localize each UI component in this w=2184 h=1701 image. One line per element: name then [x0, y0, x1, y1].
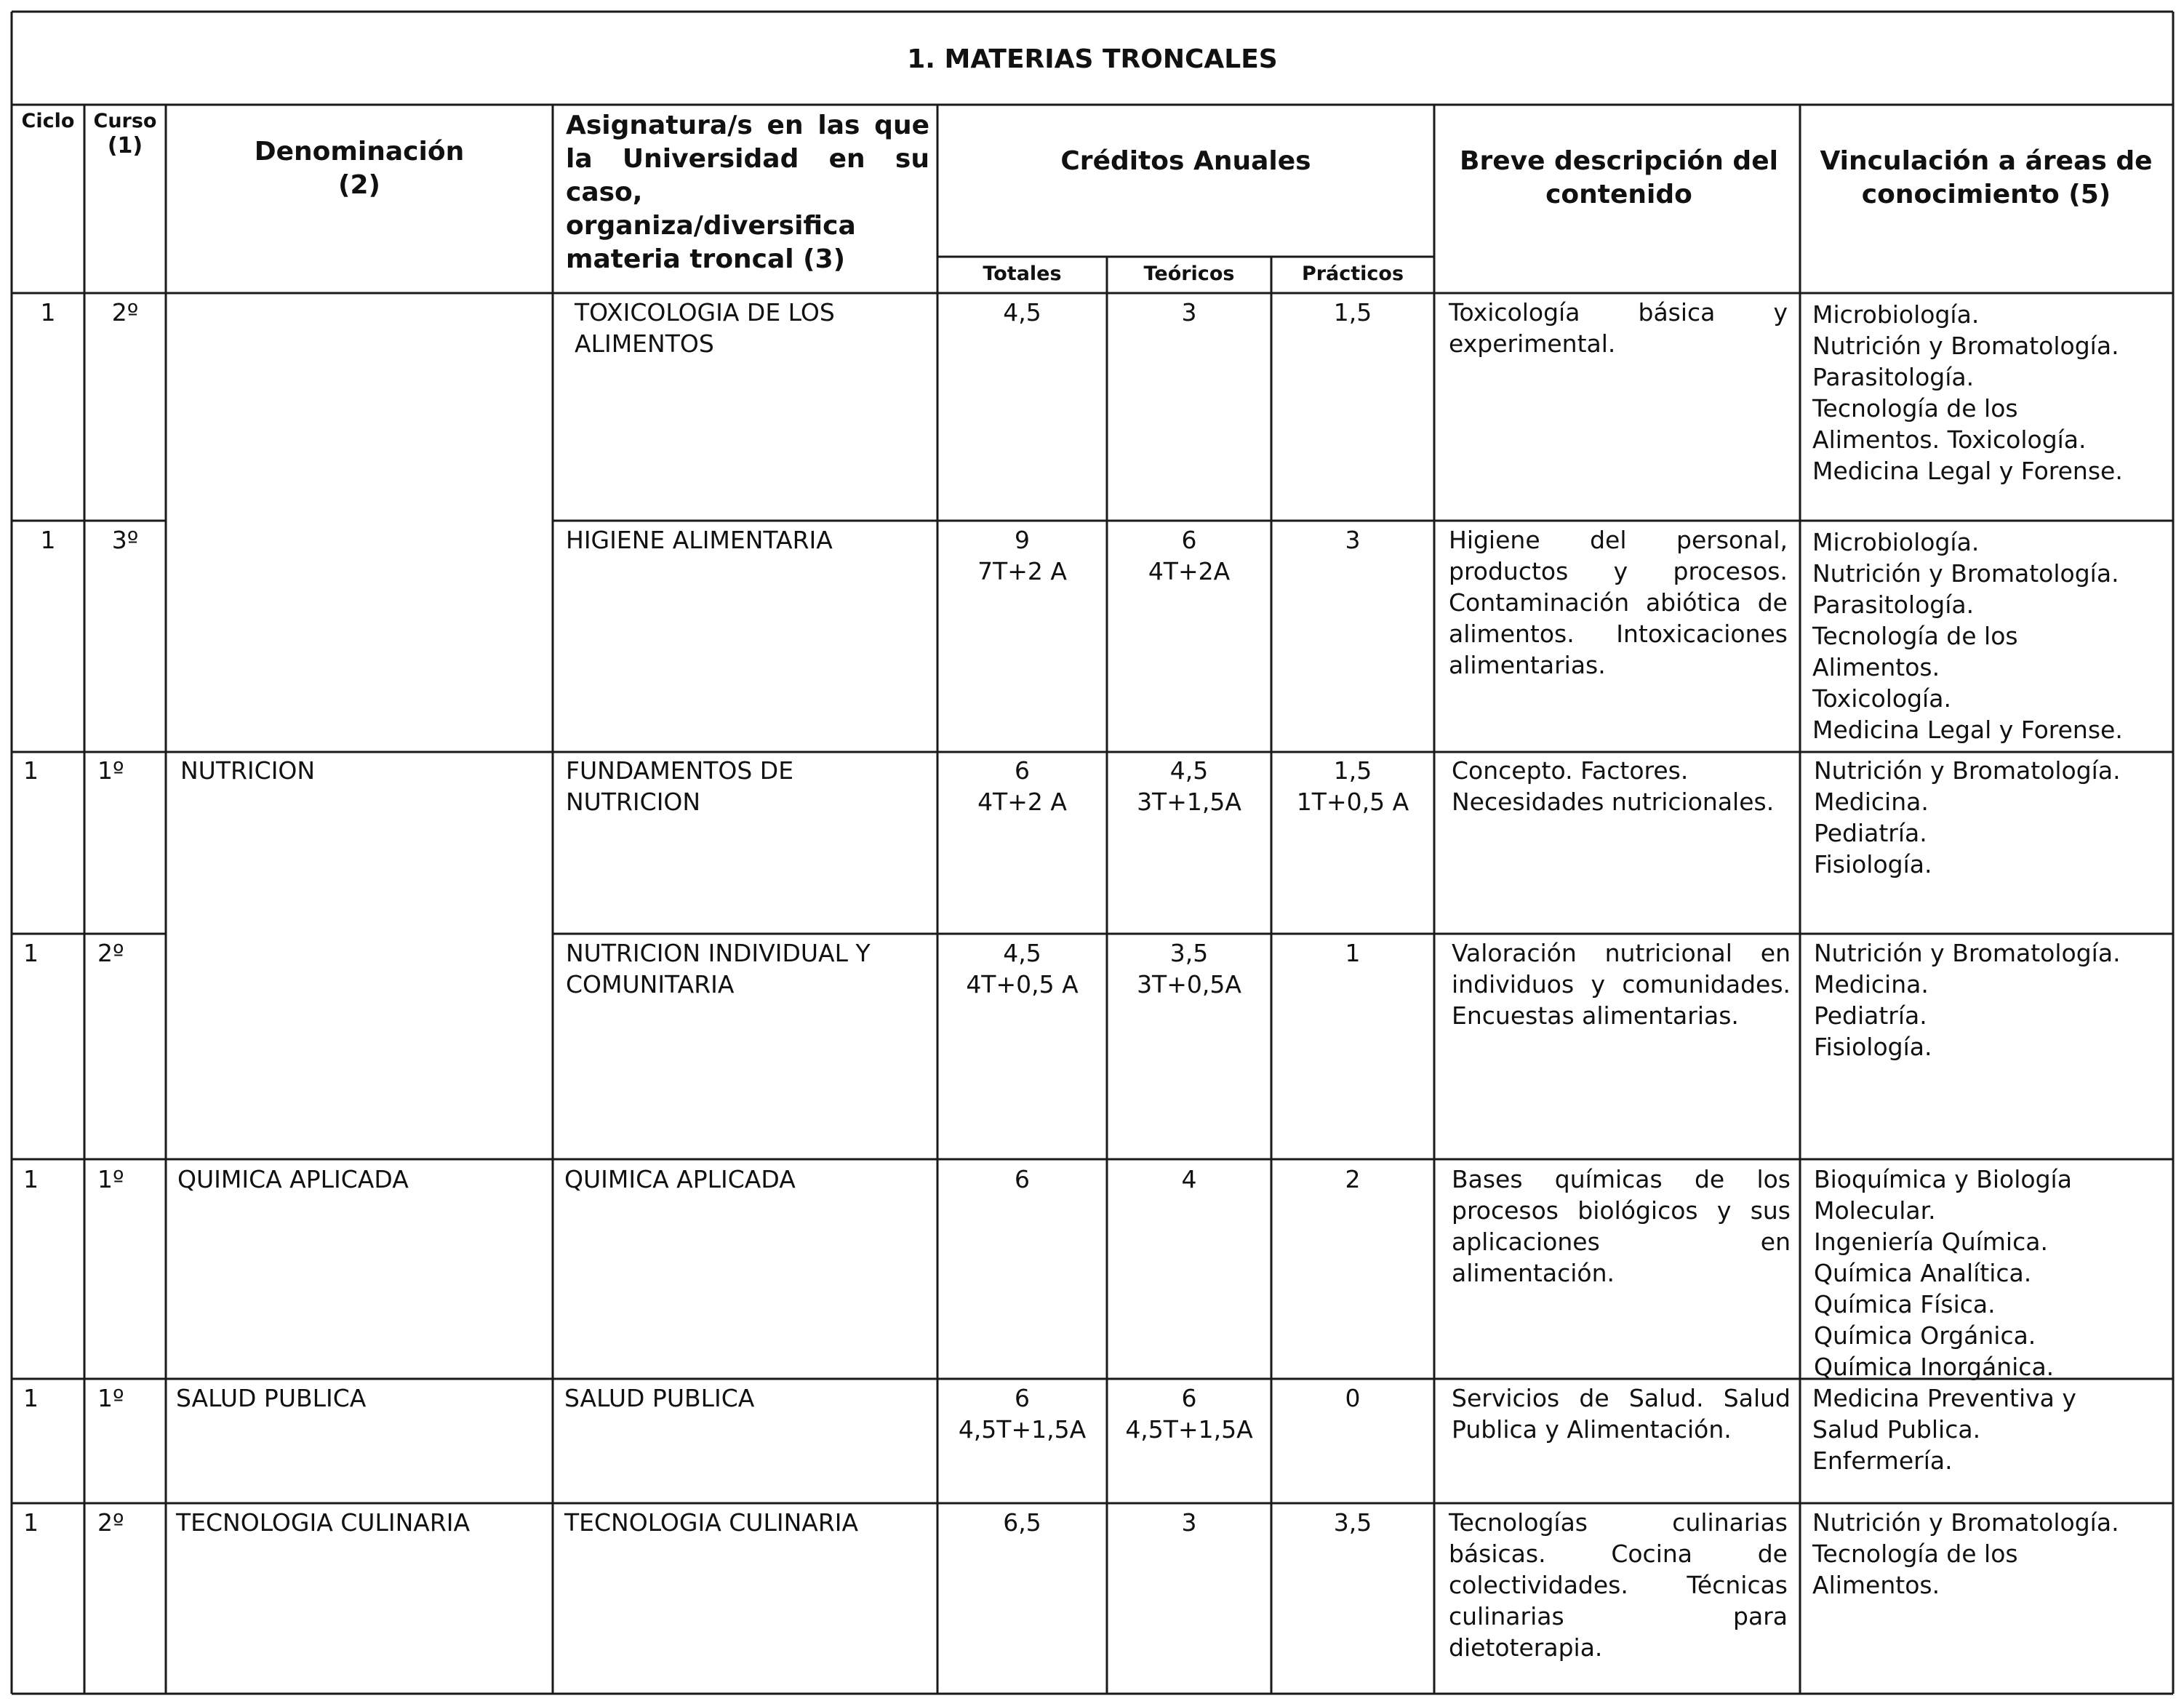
row-totales: 6: [1015, 1165, 1030, 1193]
header-practicos: Prácticos: [1301, 263, 1404, 285]
row-practicos: 0: [1345, 1384, 1361, 1412]
header-asignatura-label-2: organiza/diversifica materia troncal (3): [566, 211, 856, 274]
row-teoricos: 3: [1181, 1508, 1197, 1537]
row-curso: 1º: [97, 756, 124, 785]
header-asignatura: [566, 109, 929, 276]
header-curso-note: (1): [107, 133, 143, 159]
row-practicos: 1,5: [1333, 298, 1372, 327]
row-asignatura: QUIMICA APLICADA: [564, 1165, 796, 1193]
row-totales: 6 4,5T+1,5A: [958, 1384, 1087, 1444]
header-curso: [84, 109, 166, 159]
row-teoricos: 4: [1181, 1165, 1197, 1193]
row-descripcion: Higiene del personal, productos y procesos. Contaminación abiótica de alimentos. Intoxicaciones alimentarias.: [1449, 526, 1788, 679]
row-denominacion: SALUD PUBLICA: [176, 1384, 367, 1412]
table-title: 1. MATERIAS TRONCALES: [907, 44, 1278, 74]
row-ciclo: 1: [40, 526, 56, 554]
header-vinculacion: Vinculación a áreas de conocimiento (5): [1820, 146, 2153, 209]
row-asignatura: NUTRICION INDIVIDUAL Y COMUNITARIA: [566, 939, 871, 998]
row-teoricos: 4,5 3T+1,5A: [1137, 756, 1241, 816]
row-ciclo: 1: [40, 298, 56, 327]
row-totales: 4,5: [1003, 298, 1041, 327]
row-ciclo: 1: [23, 1384, 39, 1412]
row-practicos: 3: [1345, 526, 1361, 554]
row-totales: 6,5: [1003, 1508, 1041, 1537]
row-vinculacion: Nutrición y Bromatología. Tecnología de los Alimentos.: [1812, 1508, 2119, 1599]
header-creditos: Créditos Anuales: [1060, 146, 1311, 176]
row-asignatura: TECNOLOGIA CULINARIA: [564, 1508, 859, 1537]
header-totales: Totales: [983, 263, 1062, 285]
row-practicos: 1,5 1T+0,5 A: [1296, 756, 1409, 816]
row-asignatura: HIGIENE ALIMENTARIA: [566, 526, 833, 554]
row-vinculacion: Bioquímica y Biología Molecular. Ingeniería Química. Química Analítica. Química Física. Química Orgánica. Química Inorgánica.: [1814, 1165, 2072, 1381]
row-practicos: 3,5: [1333, 1508, 1372, 1537]
row-teoricos: 6 4,5T+1,5A: [1125, 1384, 1253, 1444]
row-asignatura: FUNDAMENTOS DE NUTRICION: [566, 756, 794, 816]
row-vinculacion: Nutrición y Bromatología. Medicina. Pediatría. Fisiología.: [1814, 756, 2121, 878]
troncales-table: [12, 12, 2173, 1694]
row-totales: 4,5 4T+0,5 A: [966, 939, 1079, 998]
header-curso-label: Curso: [93, 110, 157, 132]
row-totales: 6 4T+2 A: [977, 756, 1067, 816]
row-vinculacion: Microbiología. Nutrición y Bromatología. Parasitología. Tecnología de los Alimentos. Toxicología. Medicina Legal y Forense.: [1812, 300, 2123, 485]
header-denominacion-label: Denominación: [254, 137, 465, 167]
row-vinculacion: Medicina Preventiva y Salud Publica. Enfermería.: [1812, 1384, 2076, 1475]
row-curso: 2º: [97, 939, 124, 967]
row-descripcion: Valoración nutricional en individuos y comunidades. Encuestas alimentarias.: [1452, 939, 1791, 1030]
header-teoricos: Teóricos: [1143, 263, 1235, 285]
row-vinculacion: Microbiología. Nutrición y Bromatología. Parasitología. Tecnología de los Alimentos. Toxicología. Medicina Legal y Forense.: [1812, 528, 2123, 744]
row-practicos: 2: [1345, 1165, 1361, 1193]
row-ciclo: 1: [23, 939, 39, 967]
row-asignatura: TOXICOLOGIA DE LOS ALIMENTOS: [575, 298, 835, 358]
row-ciclo: 1: [23, 1508, 39, 1537]
row-teoricos: 3,5 3T+0,5A: [1137, 939, 1241, 998]
header-descripcion: Breve descripción del contenido: [1460, 146, 1778, 209]
row-curso: 2º: [111, 298, 139, 327]
row-denominacion: QUIMICA APLICADA: [177, 1165, 409, 1193]
row-curso: 3º: [111, 526, 139, 554]
header-denominacion: [166, 135, 553, 202]
row-denominacion: NUTRICION: [180, 756, 316, 785]
header-asignatura-label: Asignatura/s en las que la Universidad en su caso,: [566, 111, 929, 207]
row-teoricos: 6 4T+2A: [1148, 526, 1231, 585]
row-curso: 2º: [97, 1508, 124, 1537]
row-curso: 1º: [97, 1384, 124, 1412]
row-descripcion: Bases químicas de los procesos biológicos y sus aplicaciones en alimentación.: [1452, 1165, 1791, 1287]
row-practicos: 1: [1345, 939, 1361, 967]
row-teoricos: 3: [1181, 298, 1197, 327]
row-ciclo: 1: [23, 1165, 39, 1193]
row-curso: 1º: [97, 1165, 124, 1193]
row-asignatura: SALUD PUBLICA: [564, 1384, 755, 1412]
row-descripcion: Concepto. Factores. Necesidades nutricionales.: [1452, 756, 1775, 816]
row-descripcion: Servicios de Salud. Salud Publica y Alimentación.: [1452, 1384, 1791, 1444]
header-denominacion-note: (2): [338, 170, 380, 200]
row-denominacion: TECNOLOGIA CULINARIA: [176, 1508, 471, 1537]
header-ciclo: Ciclo: [21, 110, 75, 132]
row-descripcion: Toxicología básica y experimental.: [1449, 298, 1788, 358]
row-descripcion: Tecnologías culinarias básicas. Cocina de colectividades. Técnicas culinarias para dietoterapia.: [1449, 1508, 1788, 1662]
row-ciclo: 1: [23, 756, 39, 785]
row-vinculacion: Nutrición y Bromatología. Medicina. Pediatría. Fisiología.: [1814, 939, 2121, 1061]
row-totales: 9 7T+2 A: [977, 526, 1067, 585]
